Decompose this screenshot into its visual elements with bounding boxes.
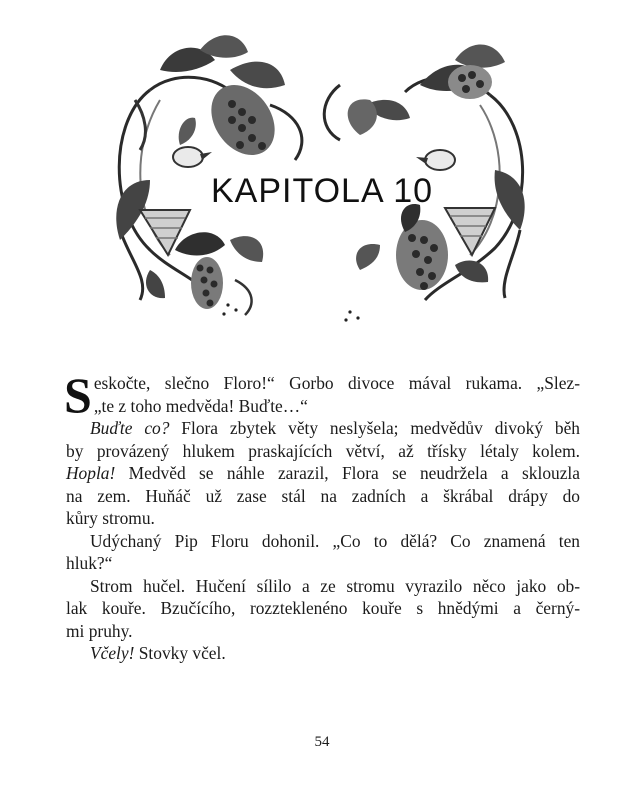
paragraph-1	[64, 367, 580, 423]
chapter-ornament-illustration	[0, 0, 644, 330]
text-line	[66, 642, 580, 665]
text-span: Stovky včel.	[134, 643, 226, 663]
text-line: „te z toho medvěda! Buďte…“	[93, 395, 308, 416]
paragraph-4	[66, 575, 580, 643]
text-span: Flora zbytek věty neslyšela; medvědův divoký běh	[169, 418, 580, 438]
text-line: Udýchaný Pip Floru dohonil. „Co to dělá? Co znamená ten	[90, 530, 580, 551]
text-line: na zem. Huňáč už zase stál na zadních a škrábal drápy do	[66, 485, 580, 506]
text-line	[66, 417, 580, 440]
italic-text: Včely!	[90, 643, 135, 663]
chapter-title: KAPITOLA 10	[210, 172, 434, 210]
text-span: Medvěd se náhle zarazil, Flora se neudržela a sklouzla	[115, 463, 580, 483]
text-line: eskočte, slečno Floro!“ Gorbo divoce mával rukama. „Slez-	[93, 373, 580, 393]
paragraph-3	[66, 530, 580, 575]
text-line: lak kouře. Bzučícího, rozzteklenéno kouře s hnědými a černý-	[66, 598, 580, 618]
text-line	[66, 462, 580, 485]
body-text	[64, 367, 580, 665]
drop-cap: S	[64, 367, 92, 423]
text-line: by provázený hlukem praskajících větví, až třísky létaly kolem.	[66, 440, 580, 461]
italic-text: Buďte co?	[90, 418, 170, 438]
page-number: 54	[314, 734, 330, 750]
text-line: hluk?“	[66, 553, 113, 573]
text-line: Strom hučel. Hučení sílilo a ze stromu vyrazilo něco jako ob-	[90, 575, 580, 596]
italic-text: Hopla!	[66, 463, 116, 483]
text-line: mi pruhy.	[66, 620, 133, 641]
text-line: kůry stromu.	[66, 508, 155, 528]
paragraph-5	[66, 642, 580, 665]
paragraph-2	[66, 417, 580, 530]
